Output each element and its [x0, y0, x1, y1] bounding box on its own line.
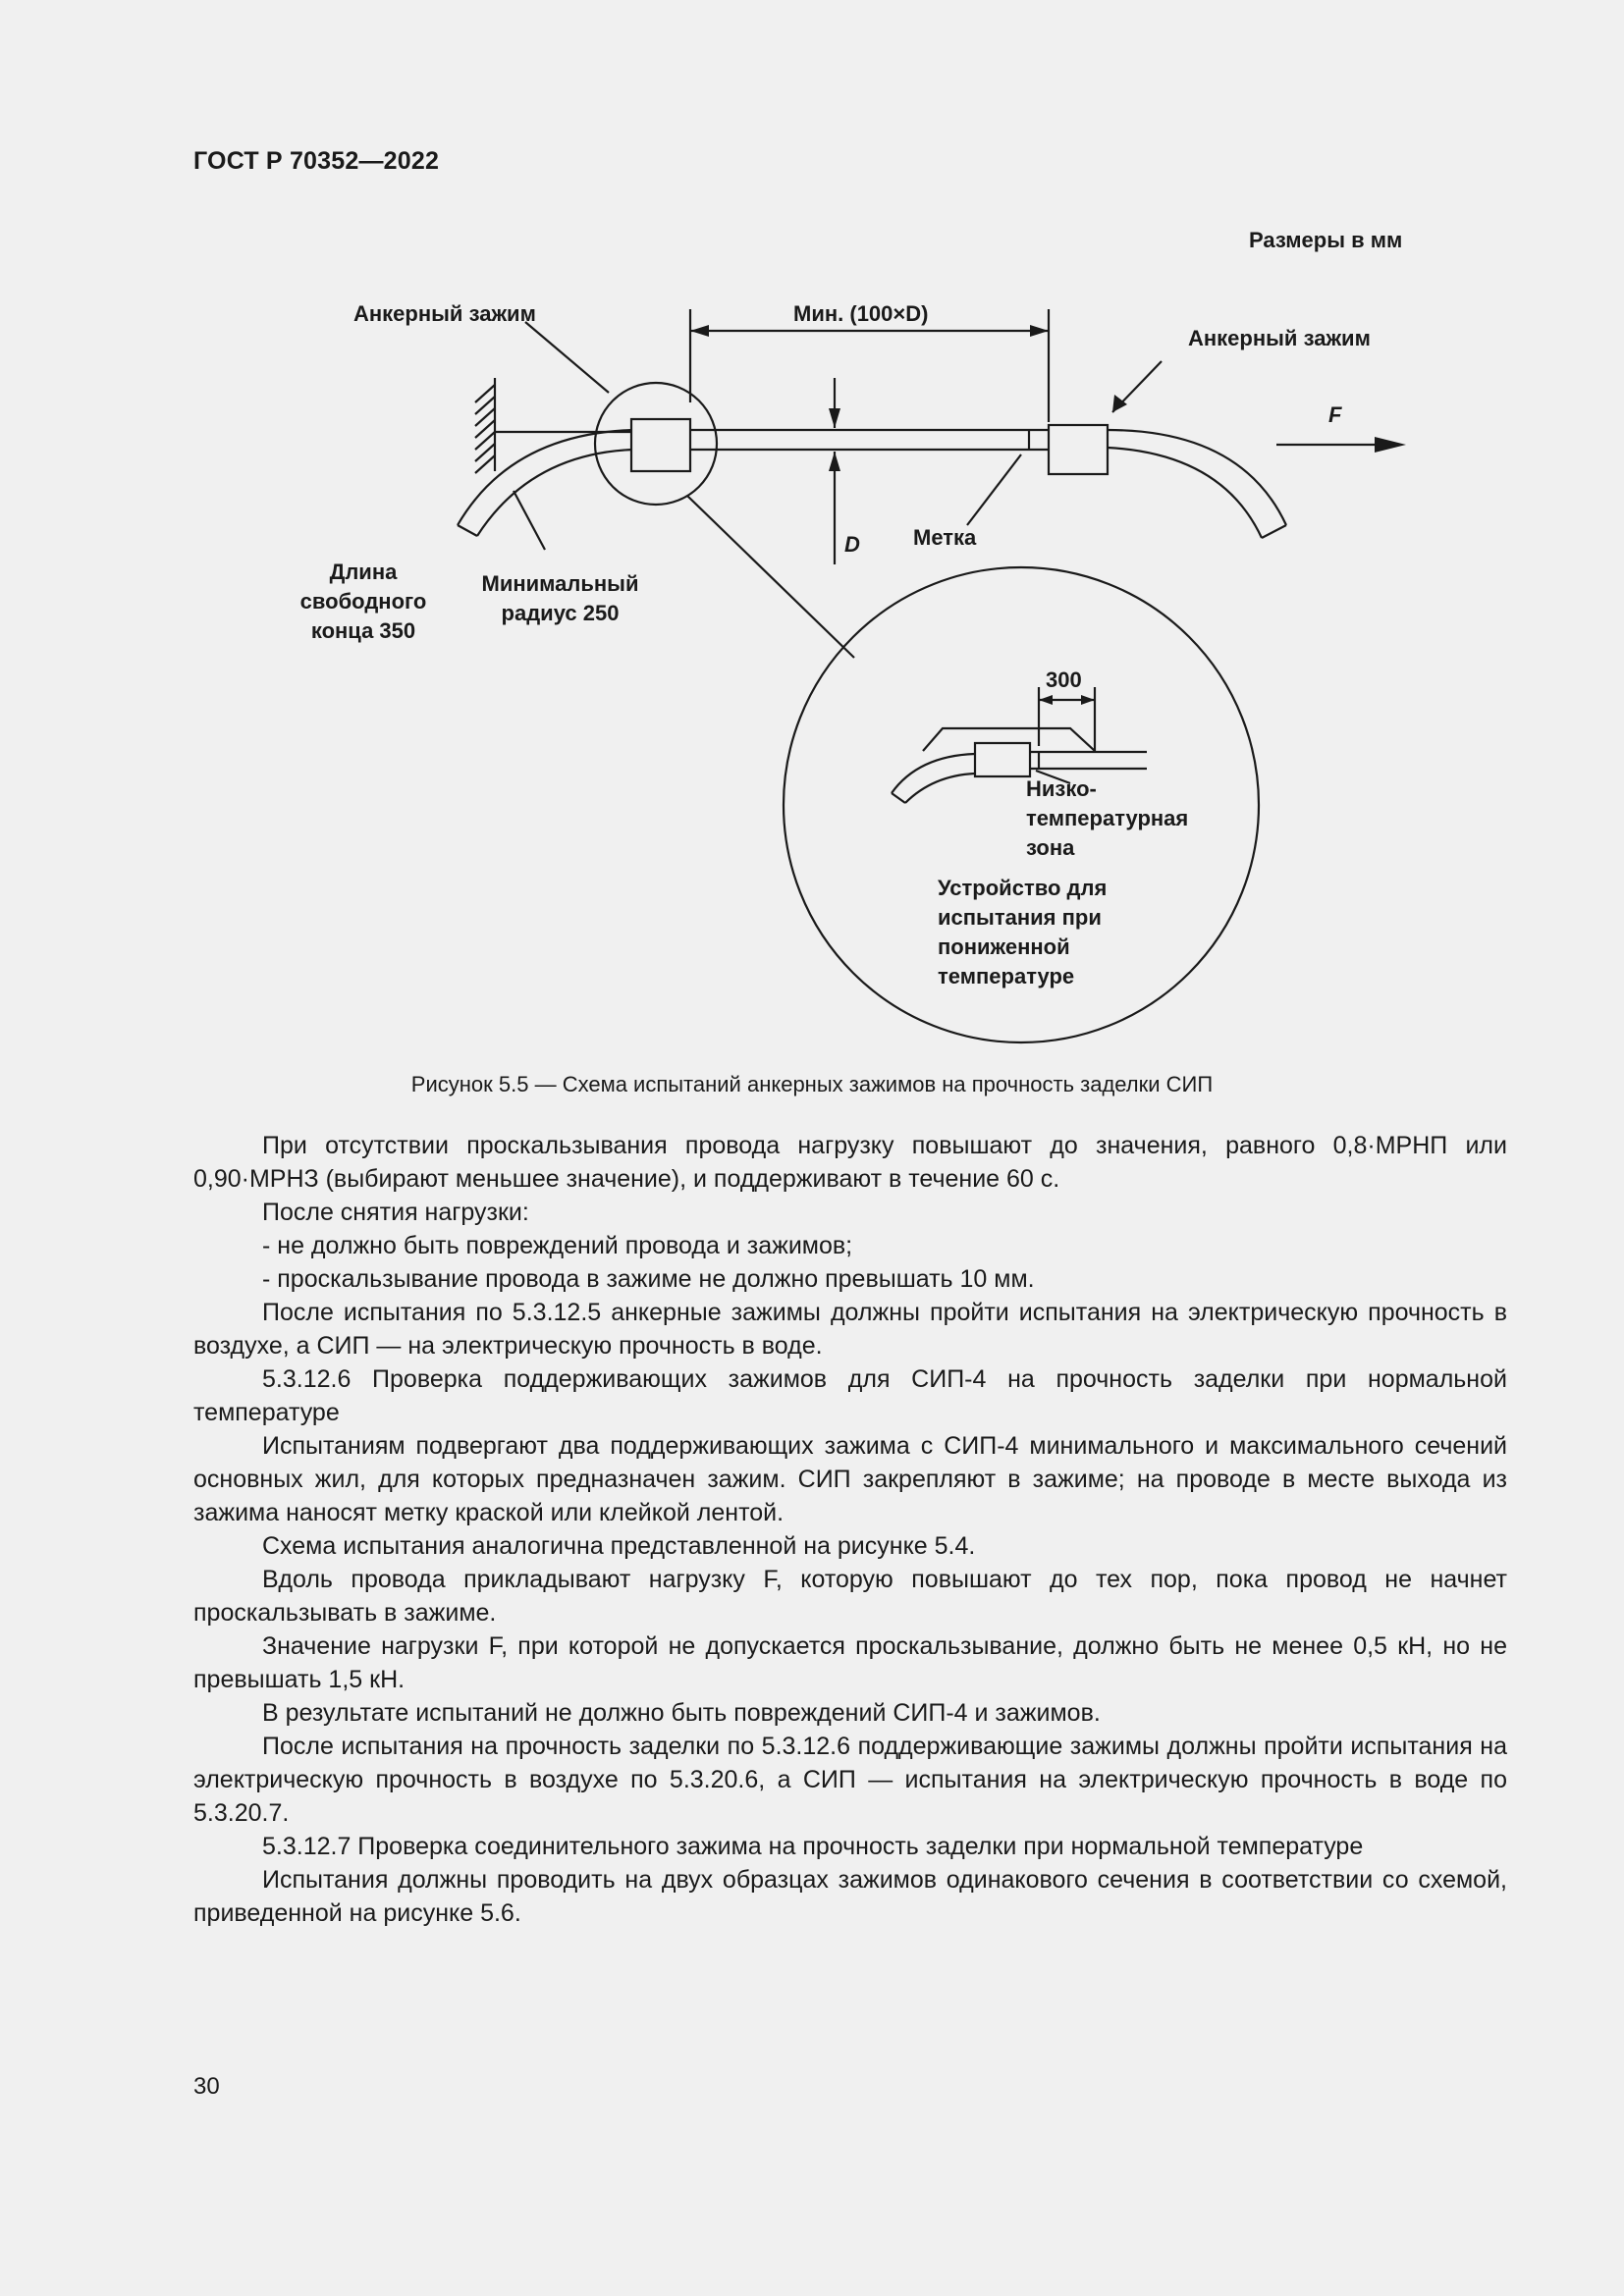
units-note: Размеры в мм	[1249, 228, 1403, 252]
label-mark: Метка	[913, 525, 977, 550]
paragraph: Вдоль провода прикладывают нагрузку F, которую повышают до тех пор, пока провод не начнет проскальзывать в зажиме.	[193, 1566, 1507, 1627]
detail-wire-inner	[905, 774, 975, 803]
paragraph: При отсутствии проскальзывания провода нагрузку повышают до значения, равного 0,8·МРНП или 0,90·МРНЗ (выбирают меньшее значение), и поддерживают в течение 60 с.	[193, 1132, 1507, 1193]
paragraph: Испытаниям подвергают два поддерживающих зажима с СИП-4 минимального и максимального сечений основных жил, для которых предназначен зажим. СИП закрепляют в зажиме; на проводе в месте выхода из зажима наносят метку краской или клейкой лентой.	[193, 1432, 1507, 1526]
arrowhead-300-left	[1039, 695, 1053, 705]
label-anchor-clamp-right: Анкерный зажим	[1188, 326, 1371, 350]
figure-caption: Рисунок 5.5 — Схема испытаний анкерных зажимов на прочность заделки СИП	[410, 1072, 1214, 1096]
label-300: 300	[1046, 667, 1082, 692]
paragraph: Испытания должны проводить на двух образцах зажимов одинакового сечения в соответствии со схемой, приведенной на рисунке 5.6.	[193, 1866, 1507, 1927]
paragraph: После испытания на прочность заделки по 5.3.12.6 поддерживающие зажимы должны пройти испытания на электрическую прочность в воздухе по 5.3.20.6, а СИП — испытания на электрическую прочность в воде по 5.3.20.7.	[193, 1733, 1507, 1827]
document-header: ГОСТ Р 70352—2022	[193, 147, 440, 175]
label-min-radius: Минимальный радиус 250	[481, 571, 639, 625]
leader-min-radius	[514, 491, 545, 550]
leader-detail	[687, 496, 854, 658]
list-item: - проскальзывание провода в зажиме не должно превышать 10 мм.	[262, 1265, 1035, 1293]
figure-5-5	[0, 0, 1624, 1060]
label-force: F	[1328, 402, 1342, 427]
left-free-end-outer	[458, 430, 633, 525]
paragraph: В результате испытаний не должно быть повреждений СИП-4 и зажимов.	[262, 1699, 1101, 1727]
label-low-temp-zone: Низко- температурная зона	[1026, 776, 1189, 860]
paragraph: Схема испытания аналогична представленной на рисунке 5.4.	[262, 1532, 976, 1560]
detail-clamp	[975, 743, 1030, 776]
label-free-end: Длина свободного конца 350	[299, 560, 427, 643]
right-anchor-clamp	[1049, 425, 1108, 474]
paragraph: После снятия нагрузки:	[262, 1199, 529, 1226]
right-free-end-inner	[1108, 448, 1262, 538]
section-heading-5-3-12-6: 5.3.12.6 Проверка поддерживающих зажимов для СИП-4 на прочность заделки при нормальной температуре	[193, 1365, 1507, 1426]
arrowhead-d-bottom	[829, 452, 840, 471]
page-number: 30	[193, 2073, 220, 2100]
arrowhead-d-top	[829, 408, 840, 428]
list-item: - не должно быть повреждений провода и зажимов;	[262, 1232, 853, 1259]
paragraph: Значение нагрузки F, при которой не допускается проскальзывание, должно быть не менее 0,5 кН, но не превышать 1,5 кН.	[193, 1632, 1507, 1693]
arrowhead-300-right	[1081, 695, 1095, 705]
leader-left-clamp	[525, 322, 609, 393]
arrowhead-force	[1375, 437, 1406, 453]
arrowhead-right-clamp	[1112, 395, 1127, 412]
leader-mark	[967, 454, 1021, 525]
label-anchor-clamp-left: Анкерный зажим	[353, 301, 536, 326]
label-device: Устройство для испытания при пониженной температуре	[938, 876, 1108, 988]
paragraph: После испытания по 5.3.12.5 анкерные зажимы должны пройти испытания на электрическую прочность в воздухе, а СИП — на электрическую прочность в воде.	[193, 1299, 1507, 1360]
section-heading-5-3-12-7: 5.3.12.7 Проверка соединительного зажима на прочность заделки при нормальной температуре	[262, 1833, 1364, 1860]
wall-hatching	[475, 385, 495, 473]
arrowhead-dim-right	[1030, 325, 1049, 337]
test-scheme-diagram	[0, 0, 1624, 1060]
right-free-end-outer	[1108, 430, 1286, 525]
arrowhead-dim-left	[690, 325, 709, 337]
detail-wire-outer	[892, 754, 975, 793]
left-anchor-clamp	[631, 419, 690, 471]
left-free-end-inner	[477, 450, 633, 536]
body-text	[193, 1129, 1507, 1930]
label-diameter: D	[844, 532, 860, 557]
label-min-distance: Мин. (100×D)	[793, 301, 929, 326]
